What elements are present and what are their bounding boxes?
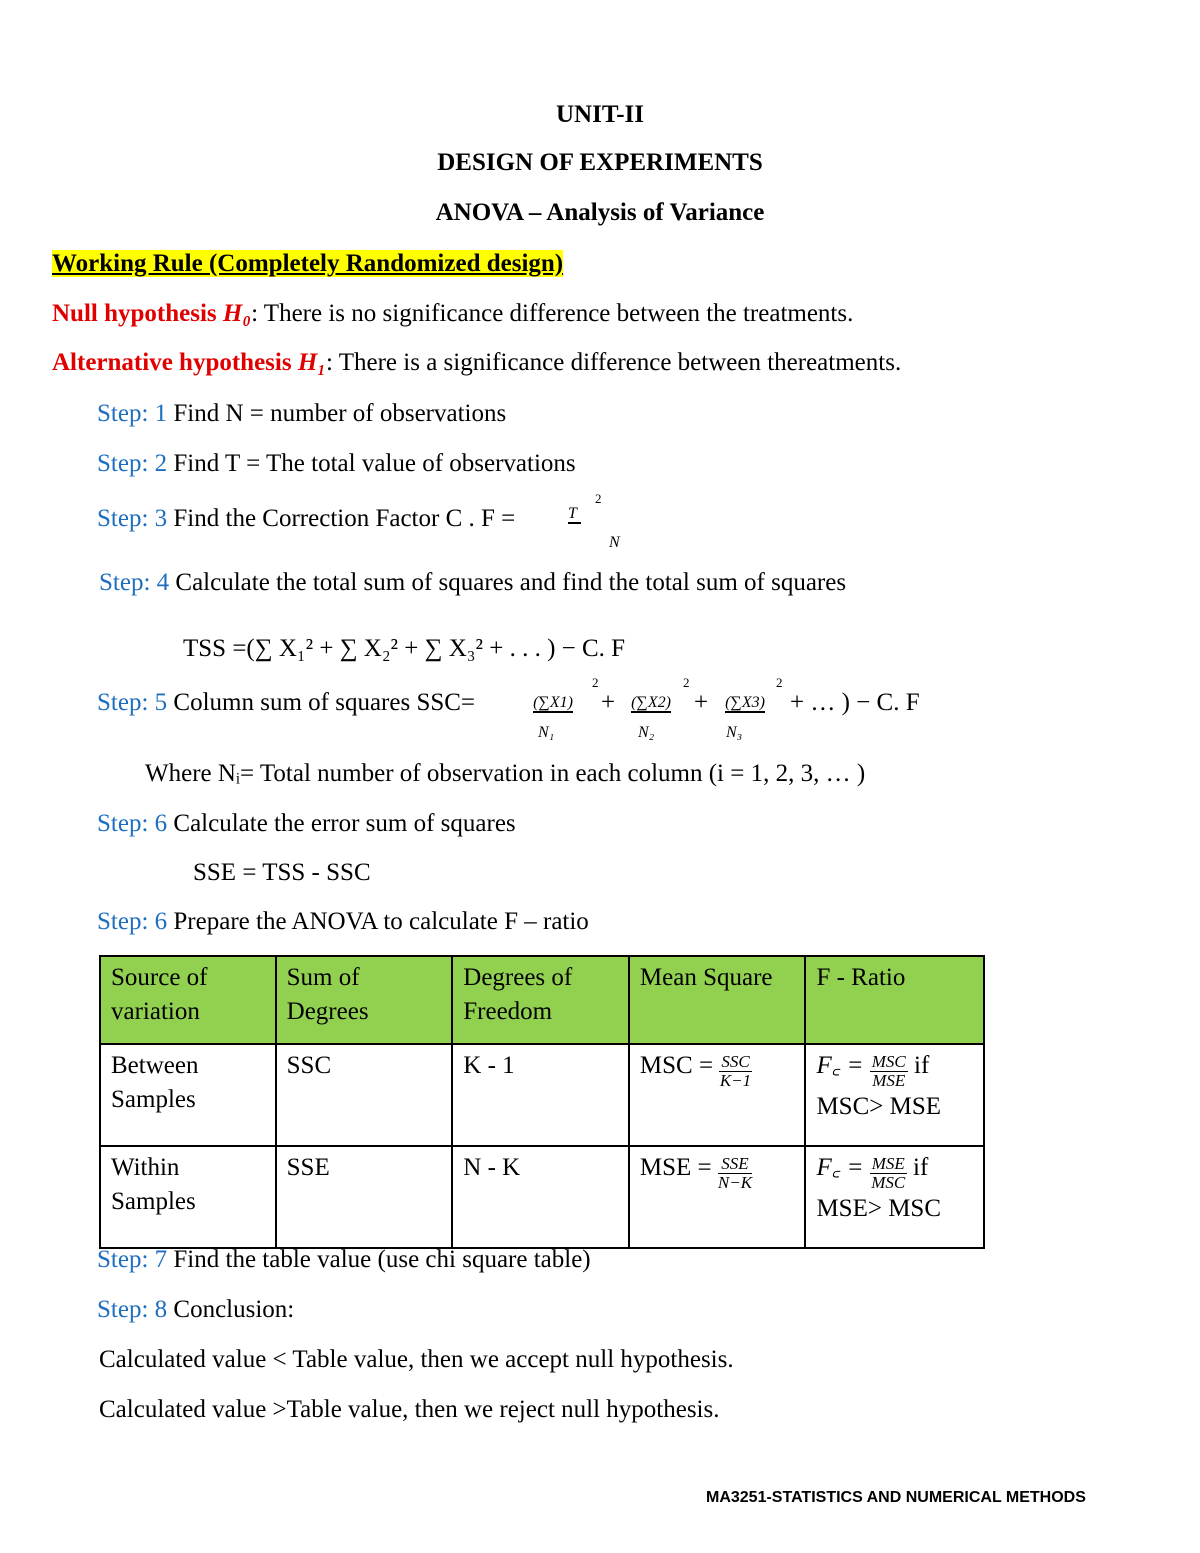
- ms-fraction: [718, 1155, 752, 1192]
- alt-hypothesis: [52, 348, 901, 378]
- table-row: [100, 1146, 984, 1248]
- working-rule-text: Working Rule (Completely Randomized design): [52, 250, 564, 277]
- ssc-num-3: (∑X3): [725, 694, 765, 711]
- step-8: [97, 1295, 294, 1325]
- header-f-ratio: F - Ratio: [805, 956, 984, 1044]
- f-label: F꜀ =: [816, 1154, 864, 1181]
- f-fraction: [870, 1155, 907, 1192]
- ms-fraction: [719, 1053, 751, 1090]
- step-3: [97, 504, 515, 534]
- step-8-label: Step: 8: [97, 1296, 168, 1323]
- cell-mean-square: [629, 1044, 806, 1146]
- f-condition: MSE> MSC: [816, 1195, 942, 1222]
- step-7-text: Find the table value (use chi square table): [167, 1246, 591, 1273]
- null-hypothesis-text: : There is no significance difference between the treatments.: [251, 300, 854, 327]
- step-6a-text: Calculate the error sum of squares: [167, 810, 516, 837]
- ms-label: MSE =: [639, 1154, 712, 1181]
- ssc-num-1: (∑X1): [533, 694, 573, 711]
- step-3-text: Find the Correction Factor C . F =: [167, 505, 516, 532]
- step-5-label: Step: 5: [97, 689, 168, 716]
- unit-title: UNIT-II: [555, 101, 644, 128]
- step-6b-label: Step: 6: [97, 908, 168, 935]
- step-4: [99, 568, 846, 598]
- step-4-text: Calculate the total sum of squares and find the total sum of squares: [169, 569, 847, 596]
- step-3-label: Step: 3: [97, 505, 168, 532]
- step-5-text: Column sum of squares SSC=: [167, 689, 476, 716]
- step-2: [97, 449, 576, 479]
- f-denominator: MSC: [871, 1173, 906, 1192]
- sse-formula: SSE = TSS - SSC: [193, 859, 371, 886]
- alt-hypothesis-symbol: H₁: [297, 349, 326, 376]
- step-6b-text: Prepare the ANOVA to calculate F – ratio: [167, 908, 589, 935]
- header-sum: Sum of Degrees: [276, 956, 453, 1044]
- ssc-den-3: N₃: [726, 724, 743, 741]
- step-1-text: Find N = number of observations: [167, 400, 507, 427]
- f-if: if: [913, 1154, 929, 1181]
- f-fraction: [870, 1053, 908, 1090]
- ssc-den-2: N₂: [638, 724, 655, 741]
- cell-df: N - K: [452, 1146, 629, 1248]
- header-mean-square: Mean Square: [629, 956, 806, 1044]
- ssc-num-2: (∑X2): [631, 694, 671, 711]
- step-2-label: Step: 2: [97, 450, 168, 477]
- ssc-tail: + … ) − C. F: [790, 689, 920, 716]
- cf-denominator: N: [609, 534, 620, 551]
- f-label: F꜀ =: [816, 1052, 864, 1079]
- cf-numerator: T: [568, 505, 594, 523]
- step-2-text: Find T = The total value of observations: [167, 450, 576, 477]
- cell-source: Within Samples: [100, 1146, 276, 1248]
- step-6a-label: Step: 6: [97, 810, 168, 837]
- ms-label: MSC =: [639, 1052, 714, 1079]
- header-df: Degrees of Freedom: [452, 956, 629, 1044]
- step-6-anova: [97, 907, 589, 937]
- anova-table: [99, 955, 985, 1249]
- step-7: [97, 1245, 591, 1275]
- cell-f-ratio: [805, 1146, 984, 1248]
- f-numerator: MSC: [871, 1052, 906, 1071]
- alt-hypothesis-text: : There is a significance difference between thereatments.: [326, 349, 902, 376]
- conclusion-accept: Calculated value < Table value, then we accept null hypothesis.: [99, 1346, 734, 1373]
- cell-df: K - 1: [452, 1044, 629, 1146]
- step-7-label: Step: 7: [97, 1246, 168, 1273]
- ssc-exp-2: 2: [683, 675, 690, 690]
- table-row: [100, 1044, 984, 1146]
- ms-denominator: K−1: [719, 1071, 752, 1090]
- subject-title: DESIGN OF EXPERIMENTS: [437, 149, 763, 176]
- null-hypothesis: [52, 299, 853, 329]
- step-1: [97, 399, 506, 429]
- ms-numerator: SSE: [718, 1155, 752, 1174]
- null-hypothesis-label: Null hypothesis: [52, 300, 223, 327]
- f-condition: MSC> MSE: [816, 1093, 942, 1120]
- step-5: [97, 688, 475, 718]
- header-source: Source of variation: [100, 956, 276, 1044]
- conclusion-reject: Calculated value >Table value, then we reject null hypothesis.: [99, 1396, 720, 1423]
- null-hypothesis-symbol: H₀: [222, 300, 252, 327]
- step-1-label: Step: 1: [97, 400, 168, 427]
- f-if: if: [914, 1052, 930, 1079]
- ms-numerator: SSC: [721, 1052, 750, 1071]
- cell-sum: SSE: [276, 1146, 453, 1248]
- cell-sum: SSC: [276, 1044, 453, 1146]
- topic-title: ANOVA – Analysis of Variance: [435, 199, 765, 226]
- f-denominator: MSE: [872, 1071, 906, 1090]
- ssc-plus-1: +: [601, 689, 616, 716]
- cf-exponent: 2: [595, 491, 602, 506]
- step-4-label: Step: 4: [99, 569, 170, 596]
- alt-hypothesis-label: Alternative hypothesis: [52, 349, 298, 376]
- where-ni: Where Nᵢ= Total number of observation in each column (i = 1, 2, 3, … ): [145, 760, 866, 787]
- ssc-den-1: N₁: [538, 724, 555, 741]
- ssc-exp-1: 2: [592, 675, 599, 690]
- table-header-row: [100, 956, 984, 1044]
- ssc-exp-3: 2: [776, 675, 783, 690]
- page-footer: MA3251-STATISTICS AND NUMERICAL METHODS: [706, 1489, 1086, 1506]
- ms-denominator: N−K: [717, 1173, 753, 1192]
- working-rule-heading: [52, 249, 563, 279]
- cell-f-ratio: [805, 1044, 984, 1146]
- ssc-plus-2: +: [694, 689, 709, 716]
- tss-formula: TSS =(∑ X₁² + ∑ X₂² + ∑ X₃² + . . . ) − C. F: [183, 635, 626, 662]
- cell-source: Between Samples: [100, 1044, 276, 1146]
- step-6-error: [97, 809, 516, 839]
- cell-mean-square: [629, 1146, 806, 1248]
- step-8-text: Conclusion:: [167, 1296, 295, 1323]
- f-numerator: MSE: [871, 1154, 905, 1173]
